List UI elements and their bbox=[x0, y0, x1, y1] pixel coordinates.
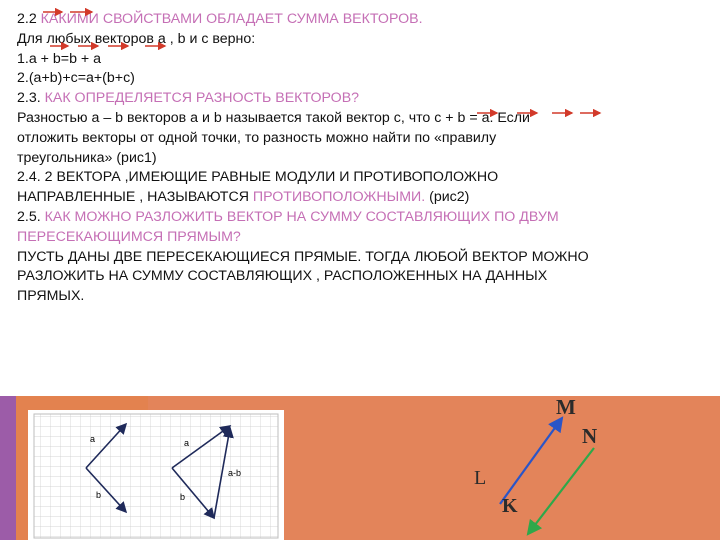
section-number: 2.3. bbox=[17, 90, 45, 107]
line-difference-def: Разностью а – b векторов а и b называется такой вектор с, что с + b = а. Если bbox=[17, 109, 530, 126]
opposite-term: ПРОТИВОПОЛОЖНЫМИ. bbox=[252, 189, 426, 206]
line-decompose-2: РАЗЛОЖИТЬ НА СУММУ СОСТАВЛЯЮЩИХ , РАСПОЛОЖЕННЫХ НА ДАННЫХ bbox=[17, 268, 548, 285]
label-a-right: a bbox=[184, 438, 190, 448]
label-k: K bbox=[502, 495, 518, 517]
line-opposite-1: 2.4. 2 ВЕКТОРА ,ИМЕЮЩИЕ РАВНЫЕ МОДУЛИ И ПРОТИВОПОЛОЖНО bbox=[17, 169, 499, 186]
label-l: L bbox=[474, 467, 487, 489]
section-number: 2.2 bbox=[17, 11, 41, 27]
label-a-minus-b: a-b bbox=[228, 468, 242, 478]
line-decompose-heading bbox=[17, 208, 707, 228]
line-associative: 2.(a+b)+c=a+(b+c) bbox=[17, 70, 135, 87]
line-decompose-heading-end: ПЕРЕСЕКАЮЩИМСЯ ПРЯМЫМ? bbox=[17, 228, 241, 245]
line-difference-heading bbox=[17, 89, 707, 109]
label-b-left: b bbox=[96, 490, 102, 500]
section-number: 2.5. bbox=[17, 208, 45, 225]
vector-nk bbox=[528, 448, 594, 534]
label-m: M bbox=[556, 396, 576, 419]
text-content bbox=[17, 10, 707, 307]
line-difference-rule: отложить векторы от одной точки, то разность можно найти по «правилу bbox=[17, 129, 497, 146]
figure2-opposite bbox=[474, 396, 597, 534]
line-opposite-2: НАПРАВЛЕННЫЕ , НАЗЫВАЮТСЯ ПРОТИВОПОЛОЖНЫМИ. (рис2) bbox=[17, 189, 470, 206]
label-n: N bbox=[582, 424, 598, 448]
section-heading: КАК МОЖНО РАЗЛОЖИТЬ ВЕКТОР НА СУММУ СОСТАВЛЯЮЩИХ ПО ДВУМ bbox=[44, 208, 559, 225]
grid-background bbox=[34, 414, 278, 538]
vector-lm bbox=[500, 418, 562, 504]
figures-svg bbox=[0, 396, 720, 540]
section-heading: КАК ОПРЕДЕЛЯЕТСЯ РАЗНОСТЬ ВЕКТОРОВ? bbox=[44, 90, 360, 107]
figure1-difference bbox=[34, 414, 278, 538]
label-b-right: b bbox=[180, 492, 186, 502]
section-heading: КАКИМИ СВОЙСТВАМИ ОБЛАДАЕТ СУММА ВЕКТОРОВ. bbox=[40, 11, 423, 27]
line-difference-rule-end: треугольника» (рис1) bbox=[17, 149, 157, 166]
line-decompose-1: ПУСТЬ ДАНЫ ДВЕ ПЕРЕСЕКАЮЩИЕСЯ ПРЯМЫЕ. ТОГДА ЛЮБОЙ ВЕКТОР МОЖНО bbox=[17, 248, 589, 265]
line-commutative: 1.a + b=b + a bbox=[17, 50, 102, 67]
label-a-left: a bbox=[90, 434, 96, 444]
line-decompose-3: ПРЯМЫХ. bbox=[17, 288, 85, 305]
line-any-vectors: Для любых векторов а , b и c верно: bbox=[17, 30, 256, 47]
line-sum-heading bbox=[17, 10, 707, 30]
